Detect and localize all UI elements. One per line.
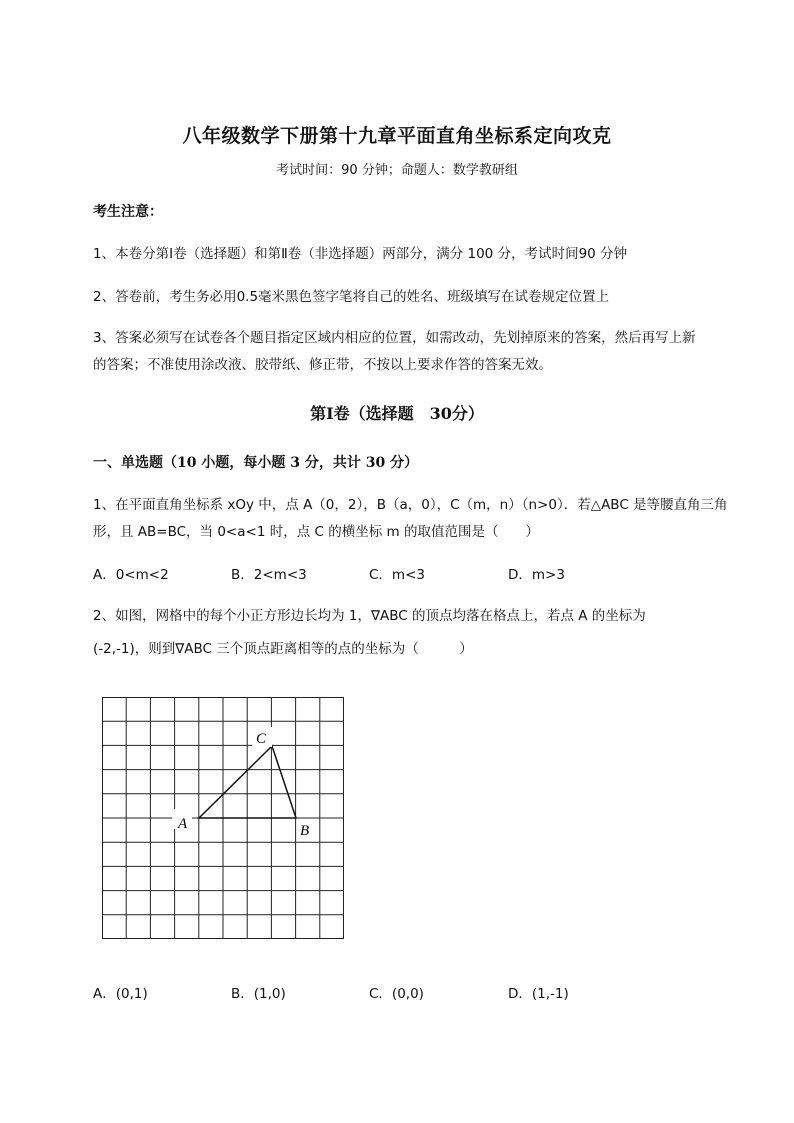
label-c: C [256, 731, 267, 747]
question-2-line-1: 2、如图，网格中的每个小正方形边长均为 1，∇ABC 的顶点均落在格点上，若点 A 的坐标为 [93, 608, 646, 624]
q2-option-b: B．(1,0) [231, 986, 286, 1002]
q1-option-a: A．0<m<2 [93, 567, 169, 583]
part-heading: 一、单选题（10 小题，每小题 3 分，共计 30 分） [93, 455, 419, 471]
q1-option-d: D．m>3 [508, 567, 565, 583]
section-title: 第Ⅰ卷（选择题 30分） [310, 404, 484, 423]
q1-option-c: C．m<3 [369, 567, 425, 583]
q2-option-c: C．(0,0) [369, 986, 424, 1002]
exam-title: 八年级数学下册第十九章平面直角坐标系定向攻克 [182, 125, 612, 147]
q2-option-a: A．(0,1) [93, 986, 148, 1002]
q1-option-b: B．2<m<3 [231, 567, 307, 583]
exam-subtitle: 考试时间：90 分钟；命题人：数学教研组 [276, 163, 518, 178]
question-2-line-2: (-2,-1)，则到∇ABC 三个顶点距离相等的点的坐标为（ ） [93, 641, 473, 657]
notice-item-3-cont: 的答案；不准使用涂改液、胶带纸、修正带，不按以上要求作答的答案无效。 [93, 357, 552, 373]
grid-svg [102, 697, 344, 939]
notice-item-1: 1、本卷分第Ⅰ卷（选择题）和第Ⅱ卷（非选择题）两部分，满分 100 分，考试时间90 分钟 [93, 246, 628, 262]
label-b: B [300, 823, 310, 839]
label-a: A [178, 816, 188, 832]
notice-item-2: 2、答卷前，考生务必用0.5毫米黑色签字笔将自己的姓名、班级填写在试卷规定位置上 [93, 289, 610, 305]
question-1-line-1: 1、在平面直角坐标系 xOy 中，点 A（0，2），B（a，0），C（m，n）（n>0）．若△ABC 是等腰直角三角 [93, 497, 728, 513]
notice-item-3: 3、答案必须写在试卷各个题目指定区域内相应的位置，如需改动，先划掉原来的答案，然后再写上新 [93, 330, 696, 346]
q2-option-d: D．(1,-1) [508, 986, 569, 1002]
notice-heading: 考生注意： [93, 204, 163, 220]
grid-figure [102, 697, 344, 939]
question-1-line-2: 形，且 AB=BC，当 0<a<1 时，点 C 的横坐标 m 的取值范围是（ ） [93, 524, 539, 540]
